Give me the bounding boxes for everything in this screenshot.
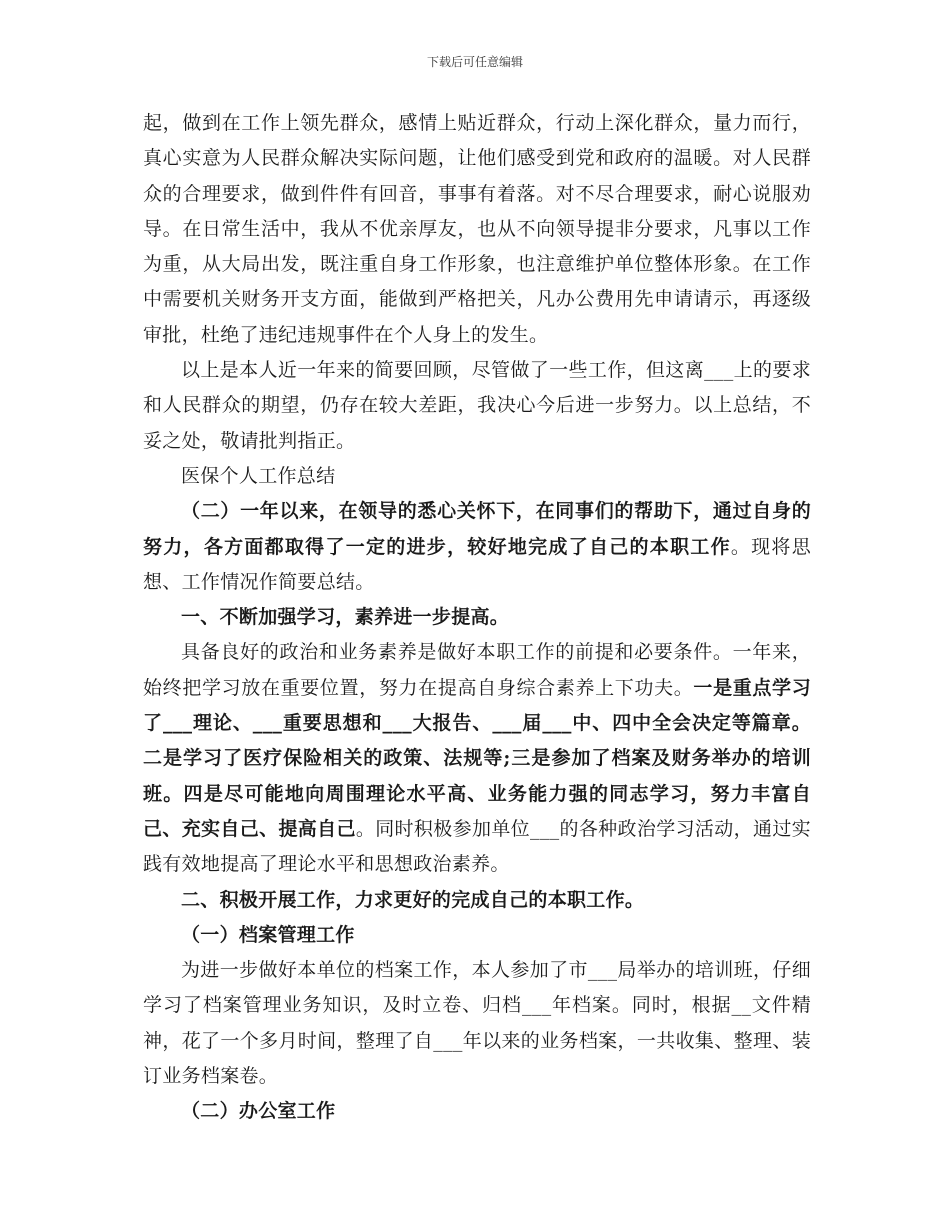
paragraph-intro xyxy=(143,494,811,600)
paragraph-archive: 为进一步做好本单位的档案工作，本人参加了市___局举办的培训班，仔细学习了档案管理业务知识，及时立卷、归档___年档案。同时，根据__文件精神，花了一个多月时间，整理了自___年以来的业务档案，一共收集、整理、装订业务档案卷。 xyxy=(143,959,811,1088)
paragraph-summary: 以上是本人近一年来的简要回顾，尽管做了一些工作，但这离___上的要求和人民群众的期望，仍存在较大差距，我决心今后进一步努力。以上总结，不妥之处，敬请批判指正。 xyxy=(143,359,811,452)
study-normal-text-1: 具备良好的政治和业务素养是做好本职工作的前提和必要条件。一年来，始终把学习放在重要位置，努力在提高自身综合素养上下功夫。 xyxy=(143,641,811,699)
study-normal-text-2: 。同时积极参加单位___的各种政治学习活动，通过实践有效地提高了理论水平和思想政治素养。 xyxy=(143,817,811,876)
heading-office: （二）办公室工作 xyxy=(181,1100,336,1123)
heading-work: 二、积极开展工作，力求更好的完成自己的本职工作。 xyxy=(181,888,645,911)
paragraph-continuation: 起，做到在工作上领先群众，感情上贴近群众，行动上深化群众，量力而行，真心实意为人民群众解决实际问题，让他们感受到党和政府的温暖。对人民群众的合理要求，做到件件有回音，事事有着落。对不尽合理要求，耐心说服劝导。在日常生活中，我从不优亲厚友，也从不向领导提非分要求，凡事以工作为重，从大局出发，既注重自身工作形象，也注意维护单位整体形象。在工作中需要机关财务开支方面，能做到严格把关，凡办公费用先申请请示，再逐级审批，杜绝了违纪违规事件在个人身上的发生。 xyxy=(143,112,811,346)
page-header: 下载后可任意编辑 xyxy=(426,55,523,69)
heading-archive: （一）档案管理工作 xyxy=(181,923,355,946)
intro-bold-text: （二）一年以来，在领导的悉心关怀下，在同事们的帮助下，通过自身的努力，各方面都取得了一定的进步，较好地完成了自己的本职工作 xyxy=(143,500,811,558)
study-bold-text: 一是重点学习了___理论、___重要思想和___大报告、___届___中、四中全会决定等篇章。二是学习了医疗保险相关的政策、法规等;三是参加了档案及财务举办的培训班。四是尽可能地向周围理论水平高、业务能力强的同志学习，努力丰富自己、充实自己、提高自己 xyxy=(143,676,811,840)
paragraph-study xyxy=(143,635,811,882)
heading-study: 一、不断加强学习，素养进一步提高。 xyxy=(181,606,510,629)
section-title: 医保个人工作总结 xyxy=(181,464,336,487)
document-body xyxy=(143,106,811,1130)
intro-normal-text: 。现将思想、工作情况作简要总结。 xyxy=(143,535,812,593)
